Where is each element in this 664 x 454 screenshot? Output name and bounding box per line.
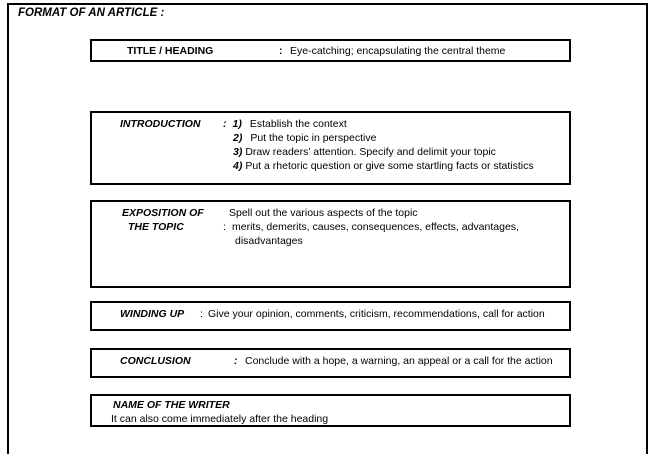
item-text: Put the topic in perspective xyxy=(250,132,377,144)
exposition-text-line1: Spell out the various aspects of the topic xyxy=(229,207,418,219)
exposition-text-line2: merits, demerits, causes, consequences, effects, advantages, xyxy=(232,221,519,233)
item-number: 1) xyxy=(232,118,242,130)
conclusion-colon: : xyxy=(234,355,238,367)
item-text: Draw readers’ attention. Specify and delimit your topic xyxy=(245,146,496,158)
introduction-item-2 xyxy=(233,132,376,145)
section-introduction xyxy=(90,111,571,185)
exposition-colon: : xyxy=(223,221,226,233)
title-heading-text: Eye-catching; encapsulating the central theme xyxy=(290,45,506,57)
section-conclusion xyxy=(90,348,571,378)
section-title-heading xyxy=(90,39,571,62)
item-text: Establish the context xyxy=(249,118,347,130)
introduction-item-3 xyxy=(233,146,496,159)
conclusion-label: CONCLUSION xyxy=(120,355,191,367)
exposition-label-line2: THE TOPIC xyxy=(128,221,184,233)
exposition-text-line3: disadvantages xyxy=(235,235,303,247)
item-number: 3) xyxy=(233,146,243,158)
item-text: Put a rhetoric question or give some startling facts or statistics xyxy=(245,160,534,172)
section-exposition xyxy=(90,200,571,288)
writer-name-label: NAME OF THE WRITER xyxy=(113,399,230,411)
conclusion-text: Conclude with a hope, a warning, an appeal or a call for the action xyxy=(245,355,553,367)
winding-up-text: Give your opinion, comments, criticism, recommendations, call for action xyxy=(208,308,545,320)
winding-up-colon: : xyxy=(200,308,203,320)
writer-name-text: It can also come immediately after the heading xyxy=(111,413,329,425)
section-writer-name xyxy=(90,394,571,427)
exposition-label-line1: EXPOSITION OF xyxy=(122,207,204,219)
introduction-item-4 xyxy=(233,160,534,173)
introduction-label: INTRODUCTION xyxy=(120,118,201,130)
title-heading-label: TITLE / HEADING xyxy=(127,45,214,57)
item-number: 2) xyxy=(233,132,243,144)
section-winding-up xyxy=(90,301,571,331)
page-title: FORMAT OF AN ARTICLE : xyxy=(18,7,165,19)
winding-up-label: WINDING UP xyxy=(120,308,185,320)
introduction-colon: : xyxy=(223,118,227,130)
introduction-item-1 xyxy=(223,118,347,131)
title-heading-colon: : xyxy=(279,45,283,57)
item-number: 4) xyxy=(233,160,243,172)
